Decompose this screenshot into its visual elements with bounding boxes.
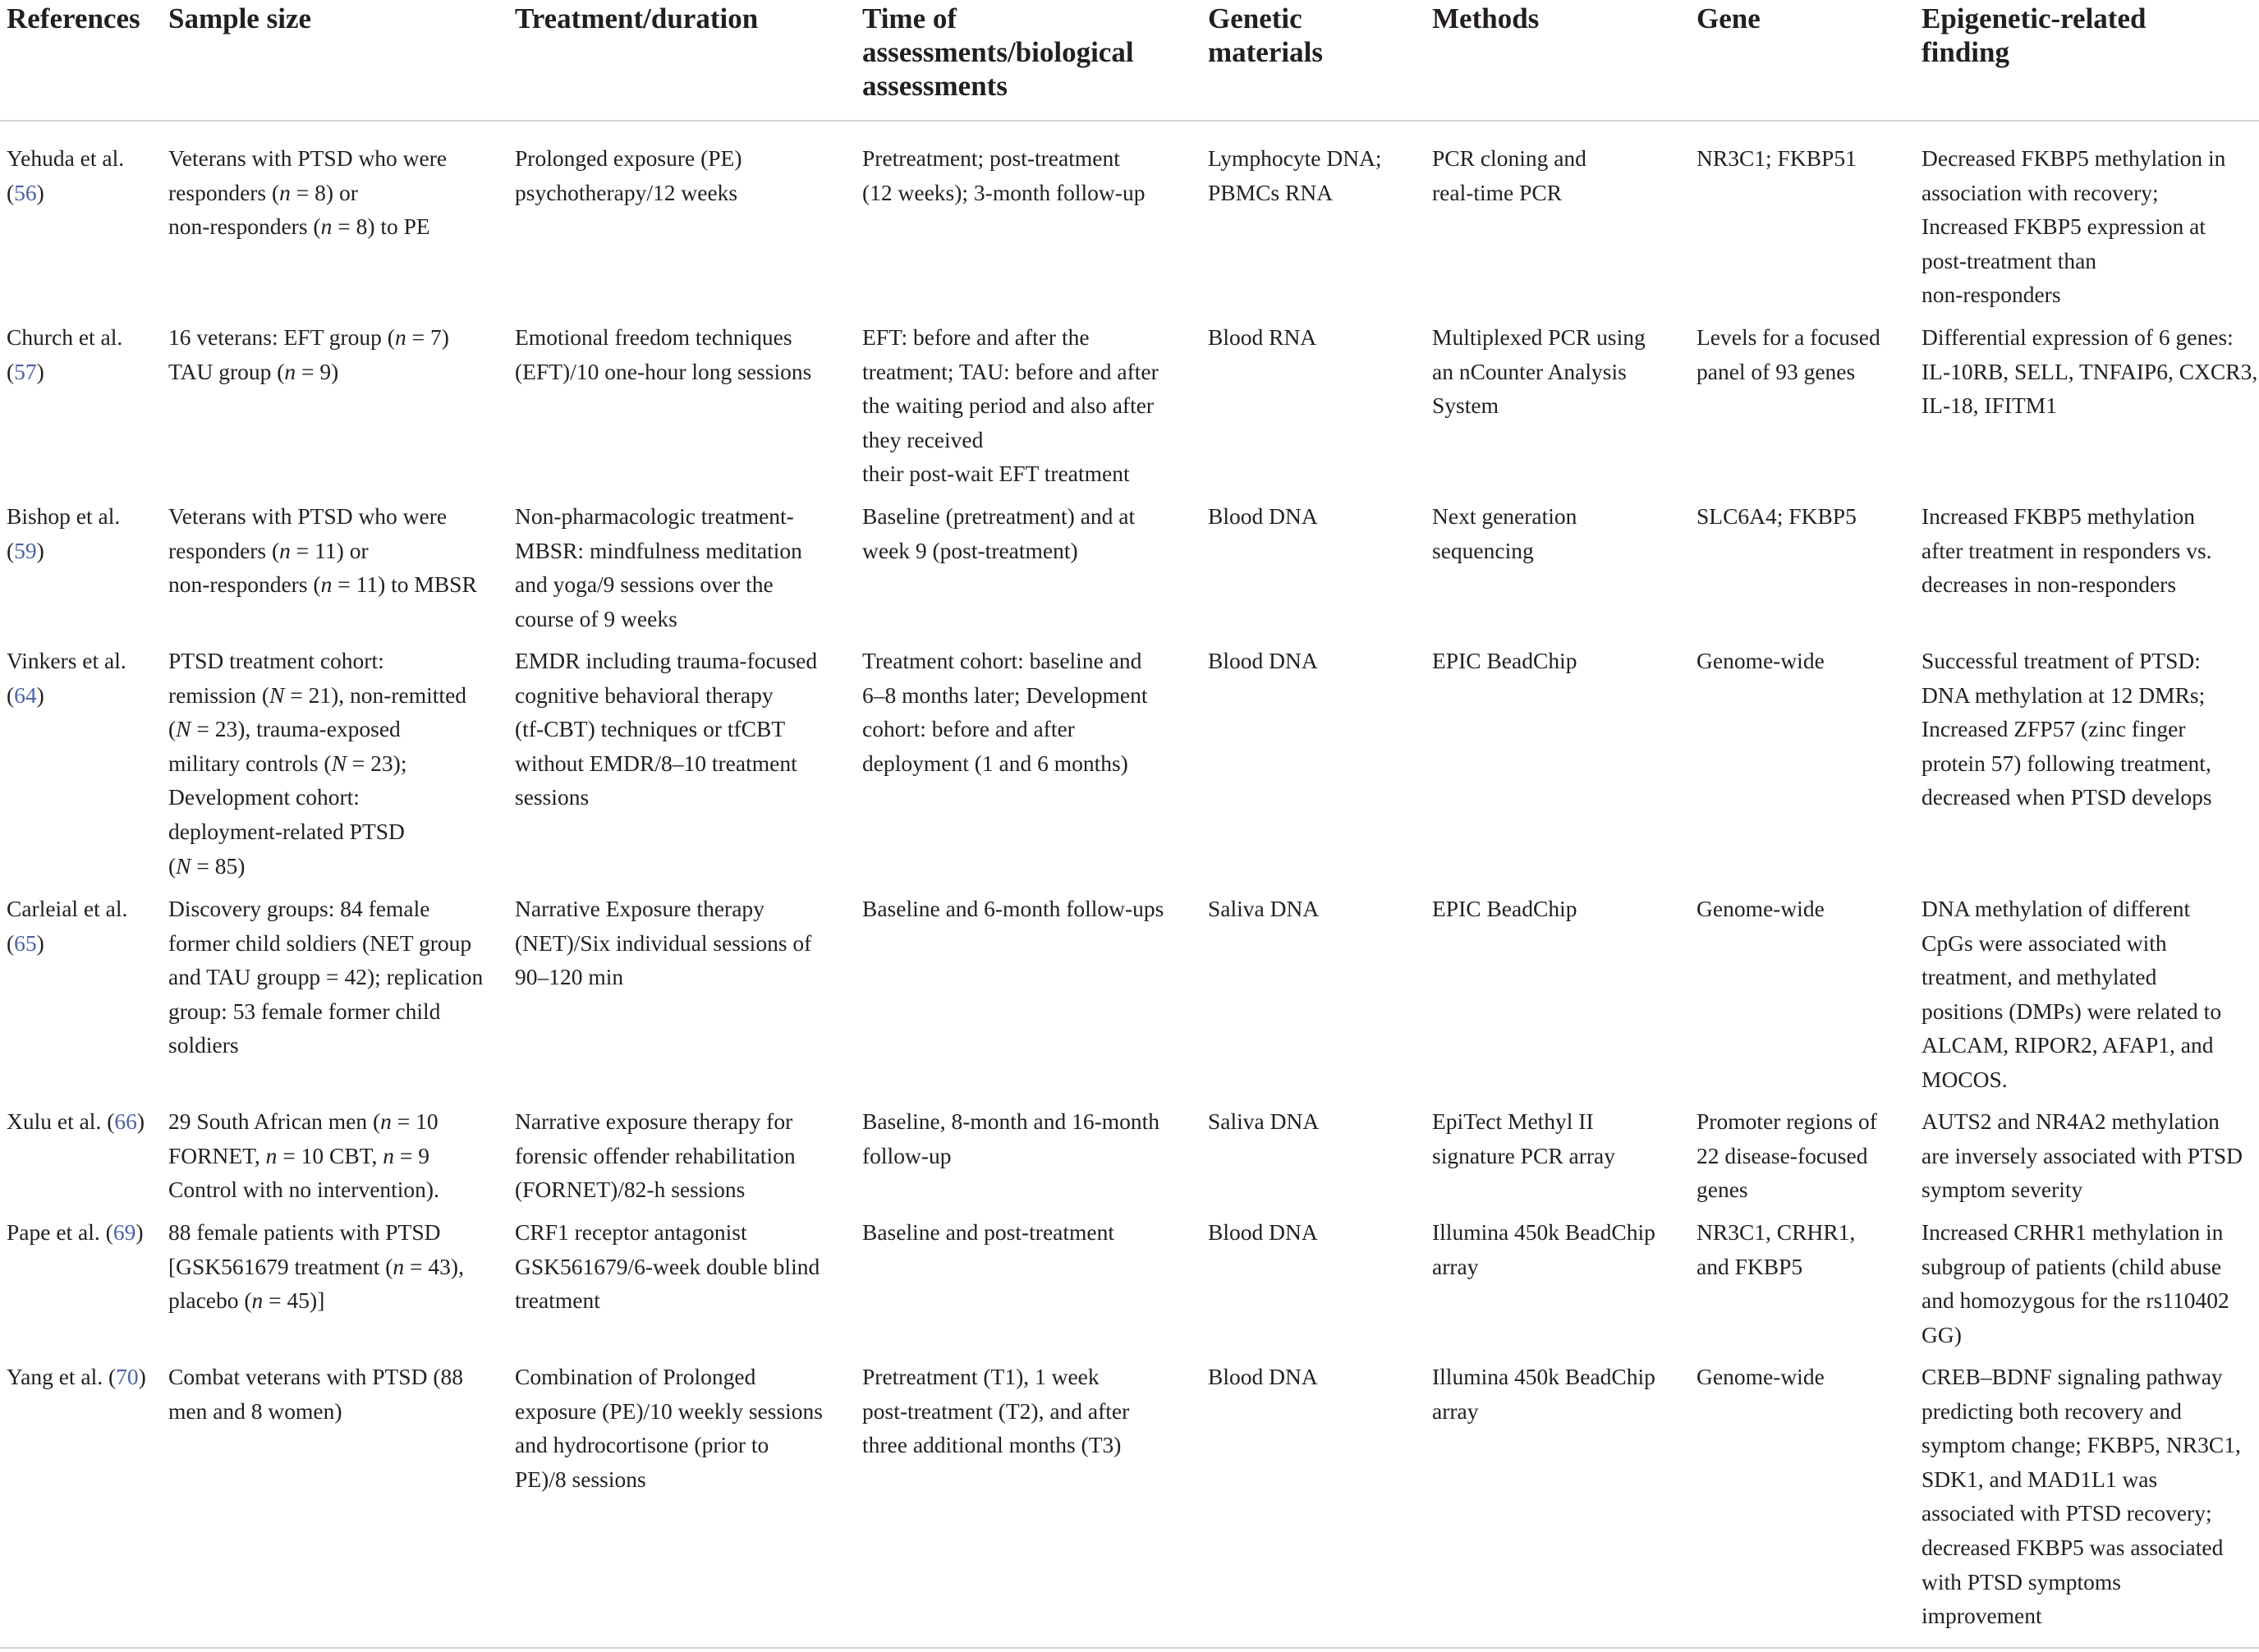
cell-gene: Genome-wide [1697,648,1825,673]
cell-reference: Pape et al. (69) [7,1219,144,1245]
cell-sample-size: Combat veterans with PTSD (88 men and 8 women) [168,1364,463,1424]
cell-finding: Successful treatment of PTSD: DNA methylation at 12 DMRs; Increased ZFP57 (zinc finger protein 57) following treatment, decreased when PTSD develops [1922,648,2212,810]
cell-time: Baseline, 8-month and 16-month follow-up [862,1108,1160,1168]
citation-link[interactable]: 65 [14,929,37,956]
cell-reference: Bishop et al. (59) [7,499,120,567]
reference-author: Church et al. [7,324,123,350]
cell-reference: Carleial et al. (65) [7,892,127,960]
header-genetic-materials: Genetic materials [1208,2,1323,68]
cell-treatment: CRF1 receptor antagonist GSK561679/6-week double blind treatment [515,1219,820,1314]
cell-time: Pretreatment (T1), 1 week post-treatment (T2), and after three additional months (T3) [862,1364,1130,1458]
cell-finding: CREB–BDNF signaling pathway predicting both recovery and symptom change; FKBP5, NR3C1, SDK1, and MAD1L1 was associated with PTSD recovery; decreased FKBP5 was associated with PTSD symptoms improvement [1922,1364,2241,1629]
header-sample-size: Sample size [168,2,312,34]
cell-treatment: Narrative Exposure therapy (NET)/Six individual sessions of 90–120 min [515,896,812,990]
header-gene: Gene [1697,2,1761,34]
cell-reference: Yehuda et al. (56) [7,141,124,209]
cell-genetic: Saliva DNA [1208,1108,1320,1134]
header-finding: Epigenetic-related finding [1922,2,2147,68]
cell-treatment: Emotional freedom techniques (EFT)/10 one-hour long sessions [515,324,812,384]
cell-sample-size: Veterans with PTSD who were responders (n = 11) or non-responders (n = 11) to MBSR [168,503,477,598]
cell-sample-size: PTSD treatment cohort: remission (N = 21), non-remitted (N = 23), trauma-exposed military controls (N = 23); Development cohort: deployment-related PTSD (N = 85) [168,648,467,879]
citation-link[interactable]: 57 [14,358,37,384]
cell-genetic: Blood RNA [1208,324,1317,350]
cell-finding: Increased FKBP5 methylation after treatment in responders vs. decreases in non-responders [1922,503,2212,598]
cell-time: Baseline and post-treatment [862,1219,1114,1245]
cell-methods: Illumina 450k BeadChip array [1432,1219,1655,1279]
cell-treatment: Prolonged exposure (PE) psychotherapy/12 weeks [515,145,742,205]
cell-genetic: Blood DNA [1208,1364,1318,1389]
reference-author: Bishop et al. [7,503,121,529]
reference-author: Carleial et al. [7,896,128,921]
cell-genetic: Lymphocyte DNA; PBMCs RNA [1208,145,1382,205]
cell-finding: Differential expression of 6 genes: IL-10RB, SELL, TNFAIP6, CXCR3, IL-18, IFITM1 [1922,324,2258,419]
citation-link[interactable]: 70 [116,1364,139,1389]
cell-reference: Yang et al. (70) [7,1364,146,1389]
cell-methods: Multiplexed PCR using an nCounter Analysis System [1432,324,1646,419]
cell-treatment: Non-pharmacologic treatment- MBSR: mindfulness meditation and yoga/9 sessions over the course of 9 weeks [515,503,802,631]
cell-methods: PCR cloning and real-time PCR [1432,145,1586,205]
cell-sample-size: 16 veterans: EFT group (n = 7) TAU group (n = 9) [168,324,449,384]
cell-finding: AUTS2 and NR4A2 methylation are inversely associated with PTSD symptom severity [1922,1108,2243,1203]
header-treatment: Treatment/duration [515,2,759,34]
citation-link[interactable]: 59 [14,537,37,563]
cell-gene: Levels for a focused panel of 93 genes [1697,324,1880,384]
cell-treatment: Narrative exposure therapy for forensic offender rehabilitation (FORNET)/82-h sessions [515,1108,796,1203]
citation-link[interactable]: 56 [14,179,37,205]
cell-gene: Promoter regions of 22 disease-focused genes [1697,1108,1877,1203]
cell-treatment: EMDR including trauma-focused cognitive behavioral therapy (tf-CBT) techniques or tfCBT without EMDR/8–10 treatment sessions [515,648,818,810]
cell-sample-size: 88 female patients with PTSD [GSK561679 treatment (n = 43), placebo (n = 45)] [168,1219,464,1314]
cell-finding: DNA methylation of different CpGs were associated with treatment, and methylated positions (DMPs) were related to ALCAM, RIPOR2, AFAP1, and MOCOS. [1922,896,2222,1092]
cell-reference: Vinkers et al. (64) [7,644,126,712]
cell-reference: Xulu et al. (66) [7,1108,145,1134]
cell-genetic: Blood DNA [1208,1219,1318,1245]
cell-finding: Increased CRHR1 methylation in subgroup of patients (child abuse and homozygous for the rs110402 GG) [1922,1219,2229,1347]
cell-treatment: Combination of Prolonged exposure (PE)/10 weekly sessions and hydrocortisone (prior to PE)/8 sessions [515,1364,824,1492]
citation-link[interactable]: 66 [114,1108,137,1134]
header-divider [0,120,2259,122]
cell-methods: Illumina 450k BeadChip array [1432,1364,1655,1424]
cell-reference: Church et al. (57) [7,320,122,388]
cell-time: Treatment cohort: baseline and 6–8 months later; Development cohort: before and after deployment (1 and 6 months) [862,648,1148,776]
cell-genetic: Blood DNA [1208,648,1318,673]
cell-sample-size: Discovery groups: 84 female former child soldiers (NET group and TAU groupp = 42); replication group: 53 female former child soldiers [168,896,484,1058]
citation-link[interactable]: 64 [14,681,37,708]
header-time: Time of assessments/biological assessments [862,2,1134,102]
cell-time: Baseline (pretreatment) and at week 9 (post-treatment) [862,503,1136,563]
cell-gene: NR3C1; FKBP51 [1697,145,1857,171]
reference-author: Vinkers et al. [7,648,126,673]
cell-methods: EpiTect Methyl II signature PCR array [1432,1108,1616,1168]
reference-author: Yehuda et al. [7,145,125,171]
header-references: References [7,2,140,34]
cell-methods: EPIC BeadChip [1432,896,1577,921]
cell-time: Baseline and 6-month follow-ups [862,896,1164,921]
header-methods: Methods [1432,2,1540,34]
cell-gene: Genome-wide [1697,896,1825,921]
citation-link[interactable]: 69 [112,1219,136,1245]
table-bottom-divider [0,1647,2259,1649]
cell-methods: EPIC BeadChip [1432,648,1577,673]
cell-time: Pretreatment; post-treatment (12 weeks); 3-month follow-up [862,145,1146,205]
cell-gene: NR3C1, CRHR1, and FKBP5 [1697,1219,1856,1279]
cell-genetic: Blood DNA [1208,503,1318,529]
cell-finding: Decreased FKBP5 methylation in association with recovery; Increased FKBP5 expression at post-treatment than non-responders [1922,145,2226,308]
cell-genetic: Saliva DNA [1208,896,1320,921]
cell-sample-size: 29 South African men (n = 10 FORNET, n = 10 CBT, n = 9 Control with no intervention). [168,1108,439,1203]
cell-methods: Next generation sequencing [1432,503,1577,563]
cell-gene: SLC6A4; FKBP5 [1697,503,1857,529]
cell-gene: Genome-wide [1697,1364,1825,1389]
cell-sample-size: Veterans with PTSD who were responders (n = 8) or non-responders (n = 8) to PE [168,145,448,240]
cell-time: EFT: before and after the treatment; TAU: before and after the waiting period and also after they received their post-wait EFT treatment [862,324,1159,487]
